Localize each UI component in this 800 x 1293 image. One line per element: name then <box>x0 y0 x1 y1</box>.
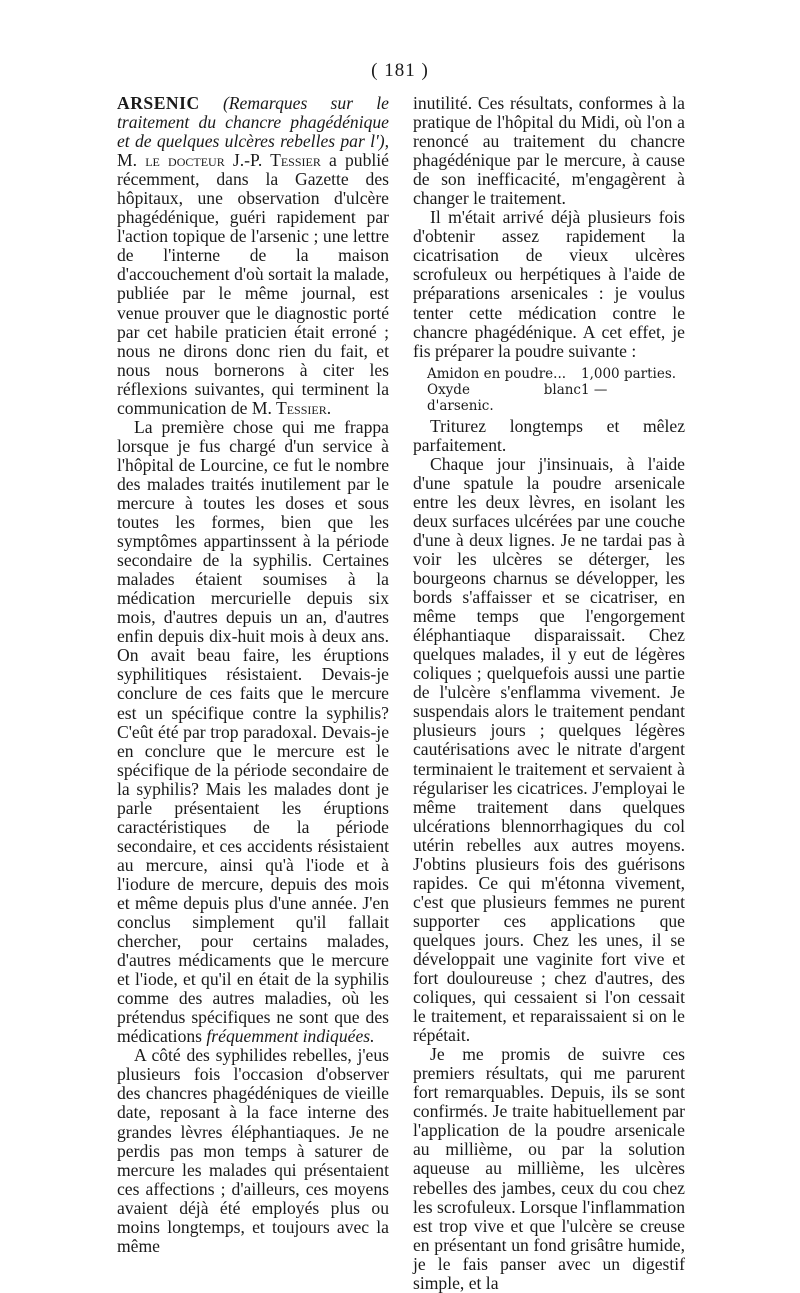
recipe-table <box>427 366 685 414</box>
paragraph-chancres: A côté des syphilides rebelles, j'eus plusieurs fois l'occasion d'observer des chancres phagédéniques de vieille date, reposant à la face interne des grandes lèvres éléphantiaques. Je ne perdis pas mon temps à saturer de mercure les malades qui présentaient ces affections ; d'ailleurs, ces moyens avaient déjà été employés plus ou moins longtemps, et toujours avec la même <box>117 1045 389 1256</box>
recipe-ingredient: Amidon en poudre... <box>427 365 567 382</box>
paragraph-preparation: Il m'était arrivé déjà plusieurs fois d'obtenir assez rapidement la cicatrisation de vieux ulcères scrofuleux ou herpétiques à l'aide de préparations arsenicales : je voulus tenter cette médication contre le chancre phagédénique. A cet effet, je fis préparer la poudre suivante : <box>413 207 685 361</box>
left-column <box>117 94 389 1256</box>
right-column <box>413 94 685 1293</box>
paragraph-first-observation-text: La première chose qui me frappa lorsque je fus chargé d'un service à l'hôpital de Lourcine, ce fut le nombre des malades traités inutilement par le mercure à toutes les doses et sous toutes les formes, bien que les symptômes appartinssent à la période secondaire de la syphilis. Certaines malades étaient soumises à la médication mercurielle depuis six mois, d'autres depuis un an, d'autres enfin depuis dix-huit mois à deux ans. On avait beau faire, les éruptions syphilitiques résistaient. Devais-je conclure de ces faits que le mercure est un spécifique contre la syphilis? C'eût été par trop paradoxal. Devais-je en conclure que le mercure est le spécifique de la période secondaire de la syphilis? Mais les malades dont je parle présentaient les éruptions caractéristiques de la période secondaire, et ces accidents résistaient au mercure, ainsi qu'à l'iode et à l'iodure de mercure, depuis des mois et même depuis plus d'une année. J'en conclus simplement qu'il fallait chercher, pour certains malades, d'autres médicaments que le mercure et l'iode, et qu'il en était de la syphilis comme des autres maladies, où les prétendus spécifiques ne sont que des médications <box>117 416 389 1047</box>
recipe-ingredient: Oxyde blanc d'arsenic. <box>427 381 581 414</box>
recipe-quantity: 1,000 parties. <box>581 365 677 382</box>
recipe-row <box>427 366 685 382</box>
article-heading-title: (Remarques sur le traitement du chancre phagédénique et de quelques ulcères rebelles par l'), <box>117 93 389 152</box>
opening-paragraph-end: M. Tessier. <box>251 397 332 418</box>
paragraph-results: Je me promis de suivre ces premiers résultats, qui me parurent fort remarquables. Depuis, ils se sont confirmés. Je traite habituellement par l'application de la poudre arsenicale au millième, ou par la solution aqueuse au millième, les ulcères rebelles des jambes, ceux du cou chez les scrofuleux. Lorsque l'inflammation est trop vive et que l'ulcère se creuse en présentant un fond grisâtre humide, je le fais panser avec un digestif simple, et la <box>413 1044 685 1293</box>
paragraph-continuation: inutilité. Ces résultats, conformes à la pratique de l'hôpital du Midi, où l'on a renoncé au traitement du chancre phagédénique par le mercure, à cause de son inefficacité, m'engagèrent à changer le traitement. <box>413 93 685 209</box>
article-opening-paragraph <box>117 94 389 418</box>
opening-paragraph-text: a publié récemment, dans la Gazette des hôpitaux, une observation d'ulcère phagédénique, guéri rapidement par l'action topique de l'arsenic ; une lettre de l'interne de la maison d'accouchement d'où sortait la malade, publiée par le même journal, est venue prouver que le diagnostic porté par cet habile praticien était erroné ; nous ne dirons donc rien du fait, et nous nous bornerons à citer les réflexions suivantes, qui terminent la communication de <box>117 150 389 418</box>
paragraph-first-observation-italic: fréquemment indiquées. <box>206 1026 375 1047</box>
paragraph-treatment: Chaque jour j'insinuais, à l'aide d'une spatule la poudre arsenicale entre les deux lèvres, en isolant les deux surfaces ulcérées par une couche d'une à deux lignes. Je ne tardai pas à voir les ulcères se déterger, les bourgeons charnus se développer, les bords s'affaisser et se cicatriser, en même temps que l'engorgement éléphantiaque disparaissait. Chez quelques malades, il y eut de légères coliques ; quelquefois aussi une partie de l'ulcère s'enflamma vivement. Je suspendais alors le traitement pendant plusieurs jours ; quelques légères cautérisations avec le nitrate d'argent terminaient le traitement et servaient à régulariser les cicatrices. J'employai le même traitement dans quelques ulcérations blennorrhagiques du col utérin rebelles aux autres moyens. J'obtins plusieurs fois des guérisons rapides. Ce qui m'étonna vivement, c'est que plusieurs femmes ne purent supporter ces applications que quelques jours. Chez les unes, il se développait une vaginite fort vive et fort douloureuse ; chez d'autres, des coliques, qui cessaient si l'on cessait le traitement, et reparaissaient si on le répétait. <box>413 453 685 1046</box>
article-heading-word: ARSENIC <box>117 93 200 113</box>
paragraph-triturate: Triturez longtemps et mêlez parfaitement. <box>413 415 685 455</box>
recipe-row <box>427 382 685 414</box>
article-author: M. le docteur J.-P. Tessier <box>117 150 321 171</box>
page-number: ( 181 ) <box>371 60 429 81</box>
paragraph-first-observation <box>117 418 389 1047</box>
recipe-quantity: 1 — <box>581 381 608 398</box>
